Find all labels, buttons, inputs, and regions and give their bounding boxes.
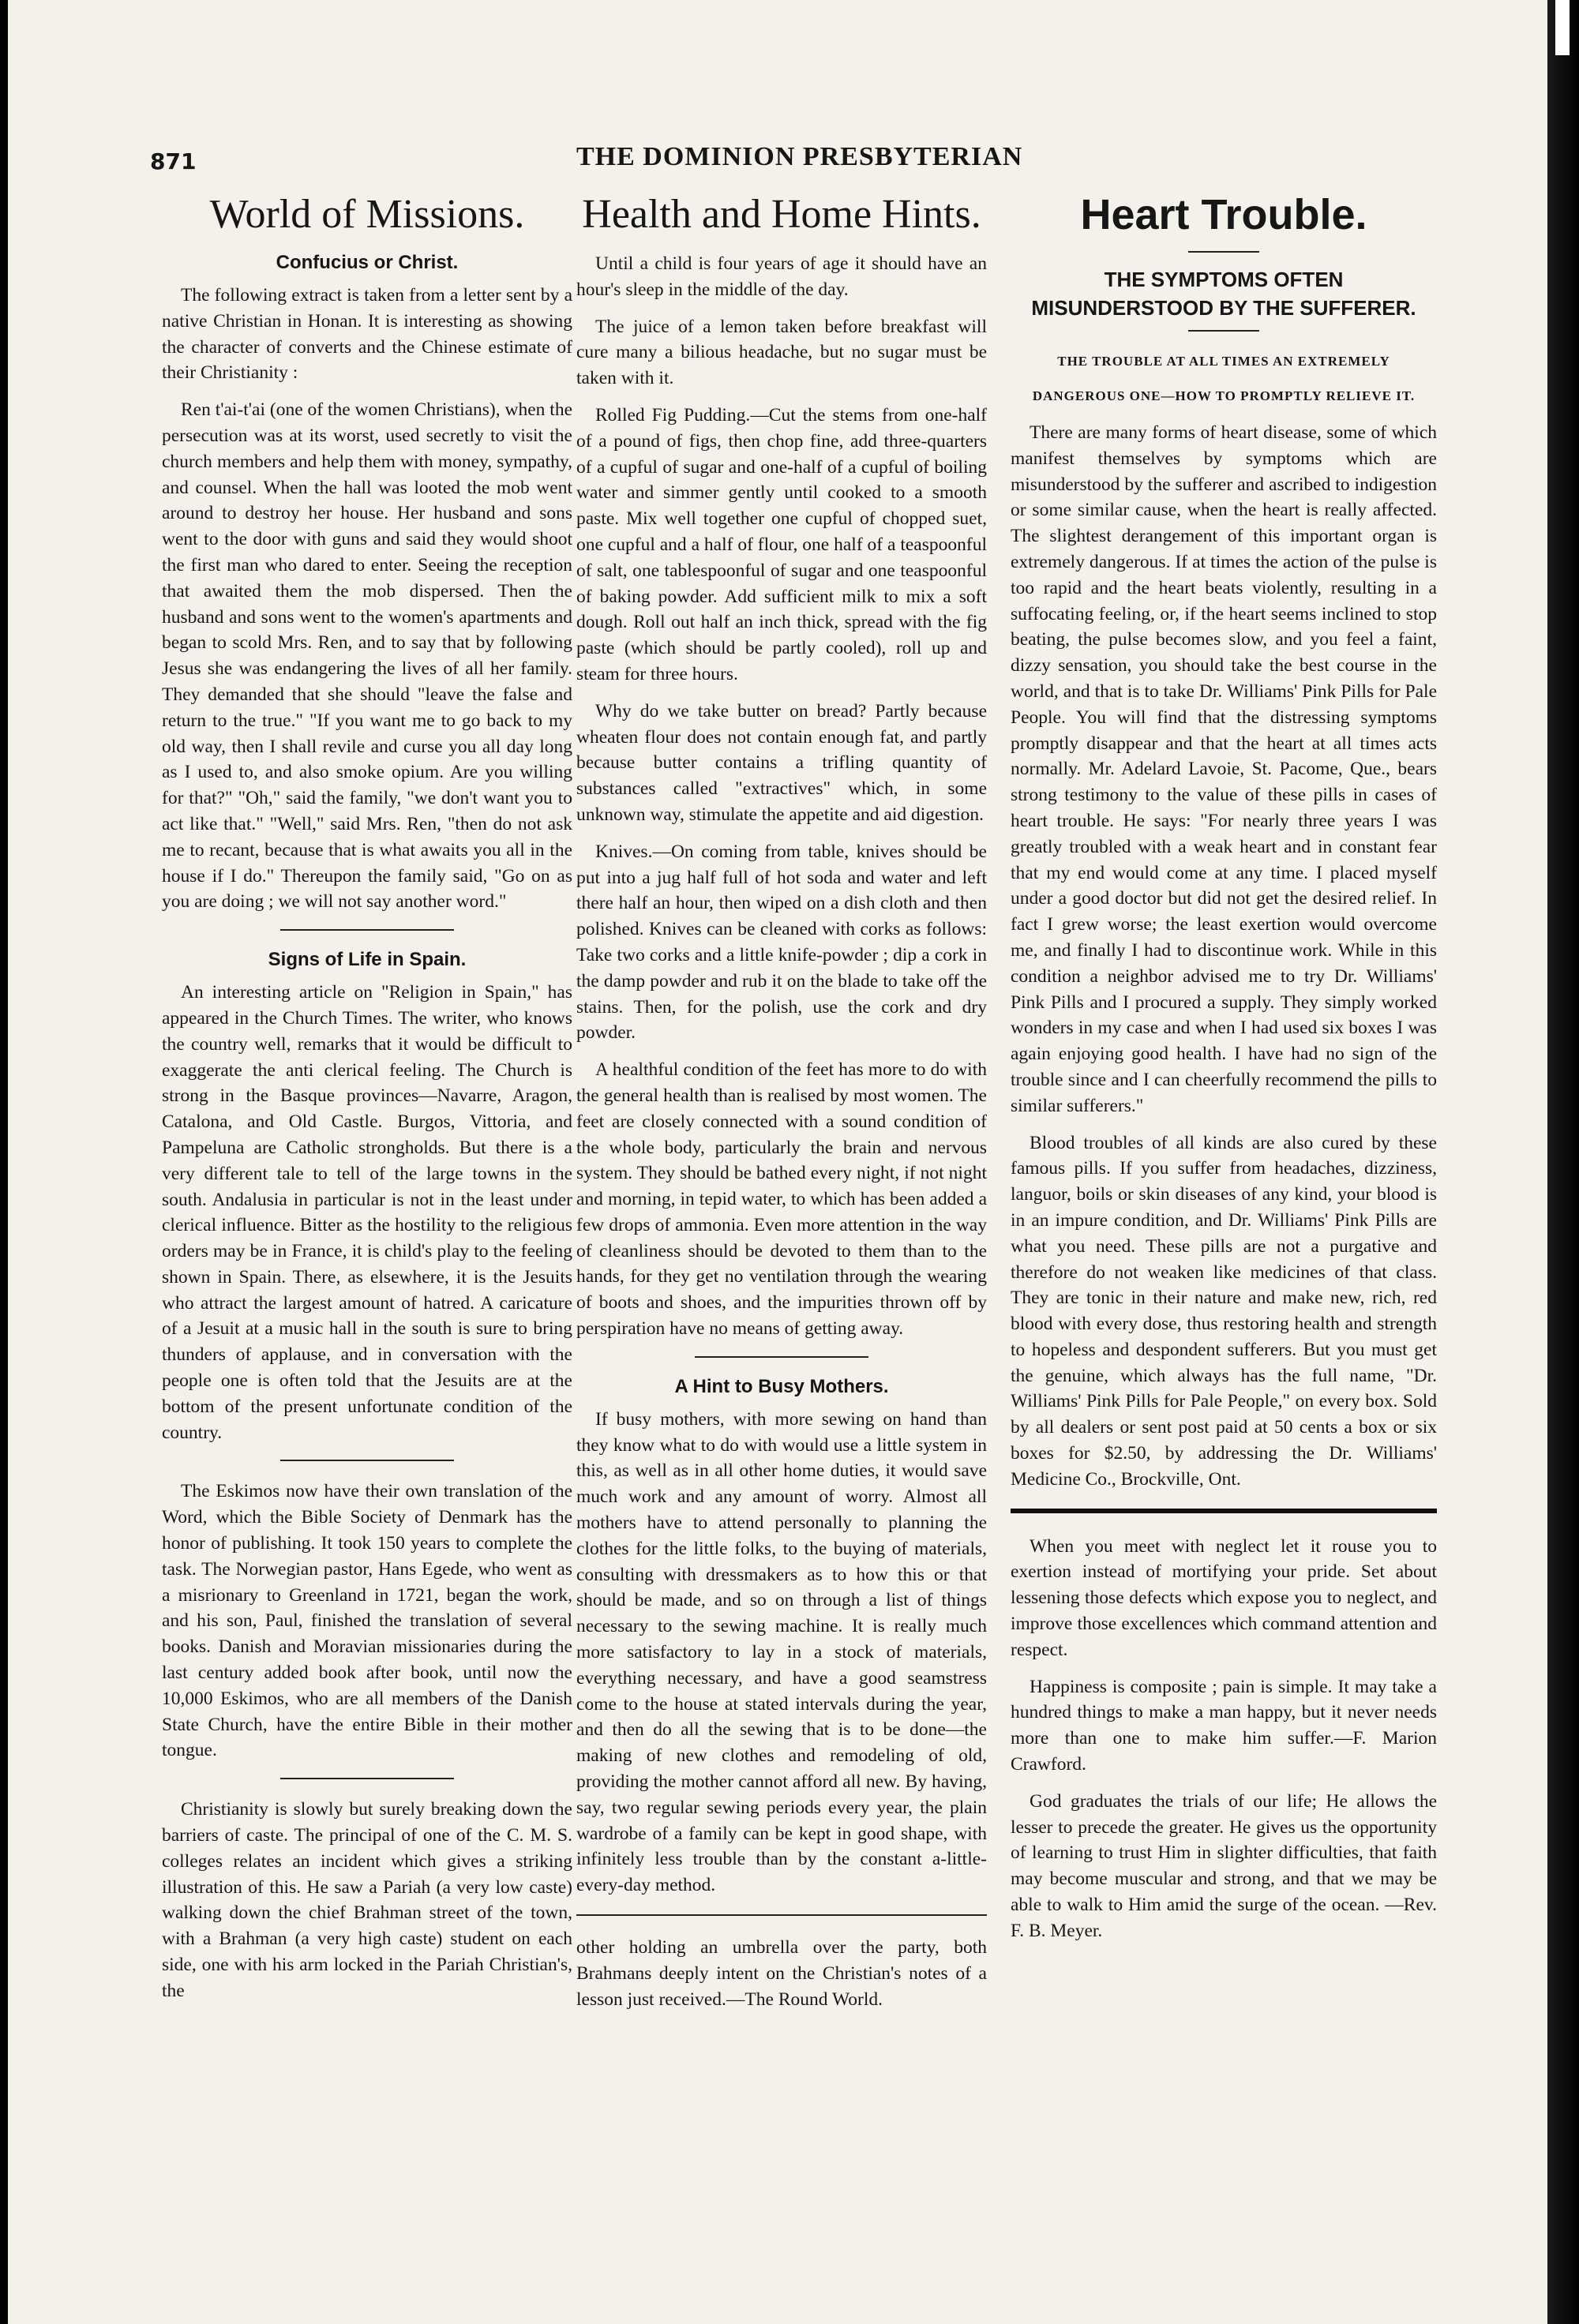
article-paragraph: Why do we take butter on bread? Partly because wheaten flour does not contain enough fat, and partly because butter contains a trifling quantity of substances called "extractives" which, in some unknown way, stimulate the appetite and aid digestion. [576, 700, 987, 825]
headline-deck: THE SYMPTOMS OFTEN MISUNDERSTOOD BY THE SUFFERER. [1031, 268, 1416, 320]
article-paragraph: Christianity is slowly but surely breaking down the barriers of caste. The principal of one of the C. M. S. colleges relates an incident which gives a striking illustration of this. He saw a Pariah (a very low caste) walking down the chief Brahman street of the town, with a Brahman (a very high caste) student on each side, one with his arm locked in the Pariah Christian's, the [162, 1799, 572, 2001]
article-paragraph: A healthful condition of the feet has more to do with the general health than is realised by most women. The feet are closely connected with a sound condition of the whole body, particularly the brain and nervous system. They should be bathed every night, if not night and morning, in tepid water, to which has been added a few drops of ammonia. Even more attention in the way of cleanliness should be devoted to them than to the hands, for they get no ventilation through the wearing of boots and shoes, and the impurities thrown off by perspiration have no means of getting away. [576, 1059, 987, 1340]
article-paragraph: Rolled Fig Pudding.—Cut the stems from one-half of a pound of figs, then chop fine, add three-quarters of a cupful of sugar and one-half of a cupful of boiling water and simmer gently until cooked to a smooth paste. Mix well together one cupful of chopped suet, one cupful and a half of flour, one half of a teaspoonful of salt, one tablespoonful of sugar and one teaspoonful of baking powder. Add sufficient milk to mix a soft dough. Roll out half an inch thick, spread with the fig paste (which should be partly cooled), roll up and steam for three hours. [576, 404, 987, 684]
article-heading: Signs of Life in Spain. [268, 949, 467, 971]
article-paragraph: Blood troubles of all kinds are also cured by these famous pills. If you suffer from headaches, dizziness, languor, boils or skin diseases of any kind, your blood is in an impure condition, and Dr. Williams' Pink Pills are what you need. These pills are not a purgative and therefore do not weaken like medicines of that class. They are tonic in their nature and make new, rich, red blood with every dose, thus restoring health and strength to hopeless and despondent sufferers. But you must get the genuine, which always has the full name, "Dr. Williams' Pink Pills for Pale People," on every box. Sold by all dealers or sent post paid at 50 cents a box or six boxes for $2.50, by addressing the Dr. Williams' Medicine Co., Brockville, Ont. [1011, 1132, 1437, 1490]
article-paragraph: The juice of a lemon taken before breakfast will cure many a bilious headache, but no sugar must be taken with it. [576, 316, 987, 389]
page-header [126, 142, 1445, 182]
article-paragraph: The following extract is taken from a letter sent by a native Christian in Honan. It is interesting as showing the character of converts and the Chinese estimate of their Christianity : [162, 285, 572, 384]
divider [695, 1356, 868, 1358]
article-paragraph: Happiness is composite ; pain is simple. It may take a hundred things to make a man happy, but it never needs more than one to make him suffer.—F. Marion Crawford. [1011, 1676, 1437, 1775]
page-number: 871 [150, 148, 197, 174]
divider [1188, 251, 1259, 253]
divider [280, 1778, 454, 1779]
divider [280, 929, 454, 931]
article-paragraph: If busy mothers, with more sewing on hand than they know what to do with would use a little system in this, as well as in all other home duties, it would save much work and any amount of worry. Almost all mothers have to attend personally to planning the clothes for the little folks, to the buying of materials, consulting with dressmakers as to how this or that should be made, and so on through a list of things necessary to the sewing machine. It is really much more satisfactory to lay in a stock of materials, everything necessary, and have a good seamstress come to the house at stated intervals during the year, and then do all the sewing that is to be done—the making of new clothes and remodeling of old, providing the mother cannot afford all new. By having, say, two regular sewing periods every year, the plain wardrobe of a family can be kept in good shape, with infinitely less trouble than by the constant a-little-every-day method. [576, 1408, 987, 1896]
article-paragraph: God graduates the trials of our life; He allows the lesser to precede the greater. He gives us the opportunity of learning to trust Him in slighter difficulties, that faith may become muscular and strong, and that we may be able to walk to Him amid the surge of the ocean. —Rev. F. B. Meyer. [1011, 1790, 1437, 1941]
column-title: Health and Home Hints. [582, 192, 981, 237]
scan-border [1547, 0, 1579, 2324]
column-title: Heart Trouble. [1080, 191, 1367, 238]
article-heading: Confucius or Christ. [276, 252, 459, 273]
divider [576, 1914, 987, 1916]
scan-mark [1555, 0, 1570, 55]
subheadline: THE TROUBLE AT ALL TIMES AN EXTREMELY DANGEROUS ONE—HOW TO PROMPTLY RELIEVE IT. [1032, 354, 1416, 403]
article-paragraph: There are many forms of heart disease, some of which manifest themselves by symptoms which are misunderstood by the sufferer and ascribed to indigestion or some similar cause, when the heart is really affected. The slightest derangement of this important organ is extremely dangerous. If at times the action of the pulse is too rapid and the heart beats violently, resulting in a suffocating feeling, or, if the heart seems inclined to stop beating, the pulse becomes slow, and you feel a faint, dizzy sensation, you should take the best course in the world, and that is to take Dr. Williams' Pink Pills for Pale People. You will find that the distressing symptoms promptly disappear and that the heart at all times acts normally. Mr. Adelard Lavoie, St. Pacome, Que., bears strong testimony to the value of these pills in cases of heart trouble. He says: "For nearly three years I was greatly troubled with a weak heart and in constant fear that my end would come at any time. I placed myself under a good doctor but did not get the desired relief. In fact I grew worse; the least exertion would overcome me, and finally I had to discontinue work. While in this condition a neighbor advised me to try Dr. Williams' Pink Pills and I procured a supply. They simply worked wonders in my case and when I had used six boxes I was again enjoying good health. I have had no sign of the trouble since and I can cheerfully recommend the pills to similar sufferers." [1011, 422, 1437, 1116]
newspaper-page [8, 0, 1555, 2324]
article-paragraph: The Eskimos now have their own translation of the Word, which the Bible Society of Denmark has the honor of publishing. It took 150 years to complete the task. The Norwegian pastor, Hans Egede, who went as a misrionary to Greenland in 1721, began the work, and his son, Paul, finished the translation of several books. Danish and Moravian missionaries during the last century added book after book, until now the 10,000 Eskimos, who are all members of the Danish State Church, have the entire Bible in their mother tongue. [162, 1481, 572, 1761]
divider [280, 1460, 454, 1461]
article-paragraph: When you meet with neglect let it rouse you to exertion instead of mortifying your pride. Set about lessening those defects which expose you to neglect, and improve those excellences which command attention and respect. [1011, 1535, 1437, 1660]
column-title: World of Missions. [209, 192, 525, 237]
article-paragraph: Until a child is four years of age it should have an hour's sleep in the middle of the day. [576, 253, 987, 300]
article-heading: A Hint to Busy Mothers. [674, 1375, 889, 1397]
article-paragraph: other holding an umbrella over the party, both Brahmans deeply intent on the Christian's notes of a lesson just received.—The Round World. [576, 1937, 987, 2010]
article-paragraph: Knives.—On coming from table, knives should be put into a jug half full of hot soda and water and left there half an hour, then wiped on a dish cloth and then polished. Knives can be cleaned with corks as follows: Take two corks and a little knife-powder ; dip a cork in the damp powder and rub it on the blade to take off the stains. Then, for the polish, use the cork and dry powder. [576, 841, 987, 1044]
column-heart-trouble [1011, 189, 1437, 2210]
divider [1011, 1509, 1437, 1513]
running-head: THE DOMINION PRESBYTERIAN [576, 142, 1023, 171]
divider [1188, 330, 1259, 332]
column-world-of-missions [162, 189, 572, 2210]
column-health-and-home-hints [576, 189, 987, 2210]
article-paragraph: Ren t'ai-t'ai (one of the women Christians), when the persecution was at its worst, used secretly to visit the church members and help them with money, sympathy, and counsel. When the hall was looted the mob went around to destroy her house. Her husband and sons went to the door with guns and said they would shoot the first man who dared to enter. Seeing the reception that awaited them the mob dispersed. Then the husband and sons went to the women's apartments and began to scold Mrs. Ren, and to say that by following Jesus she was endangering the lives of all her family. They demanded that she should "leave the false and return to the true." "If you want me to go back to my old way, then I shall revile and curse you all day long as I used to, and also smoke opium. Are you willing for that?" "Oh," said the family, "we don't want you to act like that." "Well," said Mrs. Ren, "then do not ask me to recant, because that is what awaits you all in the house if I do." Thereupon the family said, "Go on as you are doing ; we will not say another word." [162, 399, 572, 913]
article-paragraph: An interesting article on "Religion in Spain," has appeared in the Church Times. The writer, who knows the country well, remarks that it would be difficult to exaggerate the anti clerical feeling. The Church is strong in the Basque provinces—Navarre, Aragon, Catalona, and Old Castle. Burgos, Vittoria, and Pampeluna are Catholic strongholds. But there is a very different tale to tell of the large towns in the south. Andalusia in particular is not in the least under clerical influence. Bitter as the hostility to the religious orders may be in France, it is child's play to the feeling shown in Spain. There, as elsewhere, it is the Jesuits who attract the largest amount of hatred. A caricature of a Jesuit at a music hall in the south is sure to bring thunders of applause, and in conversation with the people one is often told that the Jesuits are at the bottom of the present unfortunate condition of the country. [162, 982, 572, 1443]
